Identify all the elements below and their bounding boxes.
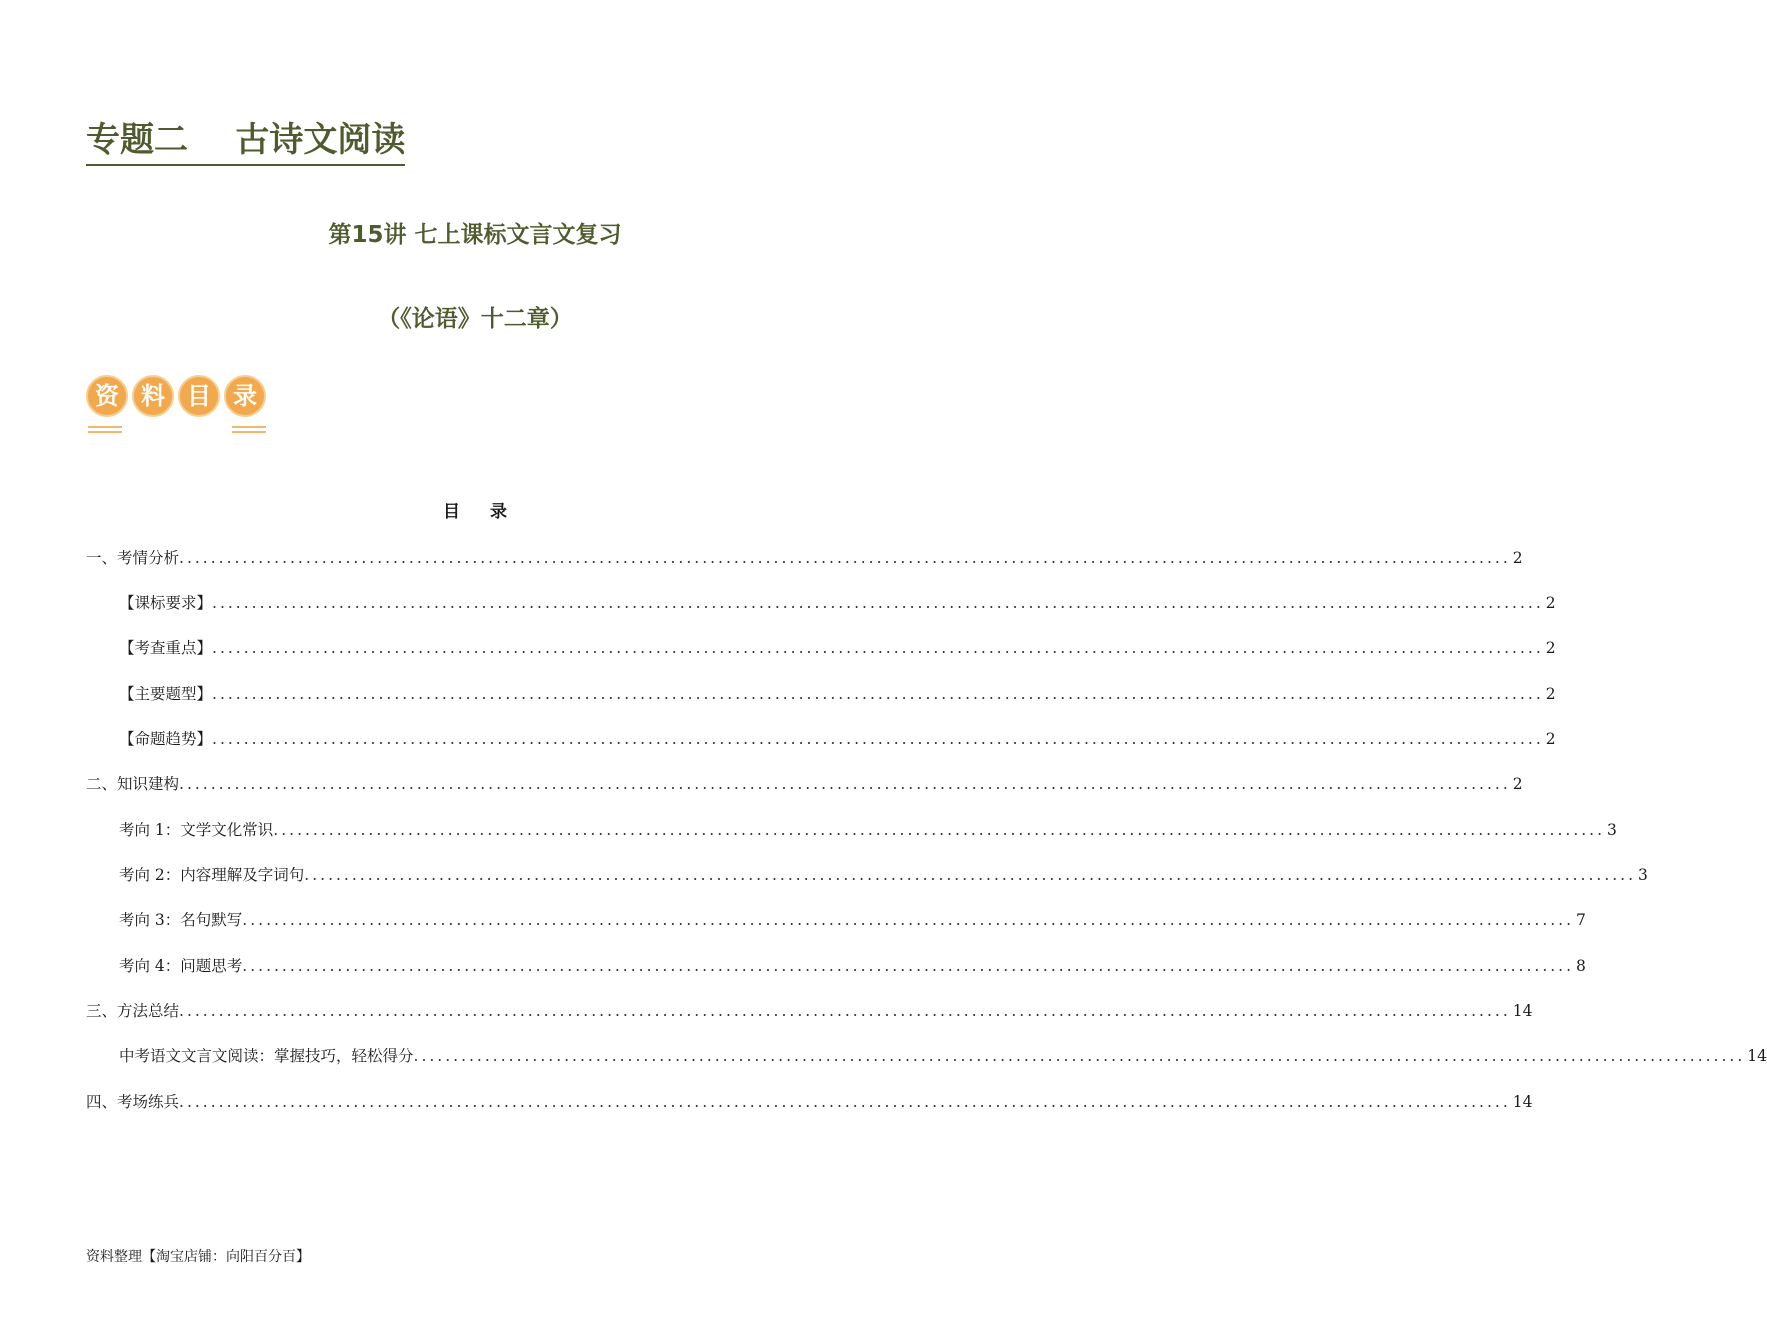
- toc-leader-dots: ........................................................................................................................................................................: [179, 1002, 1511, 1020]
- toc-entry-practice[interactable]: [86, 1090, 1533, 1114]
- toc-entry-page: 2: [1545, 685, 1556, 703]
- toc-entry-label: 考向 3：名句默写: [119, 911, 243, 929]
- toc-entry-topic-4[interactable]: [119, 954, 1586, 978]
- toc-entry-page: 14: [1512, 1093, 1533, 1111]
- toc-entry-page: 7: [1576, 911, 1586, 929]
- footer-source-note: 资料整理【淘宝店铺：向阳百分百】: [86, 1249, 310, 1265]
- toc-entry-page: 2: [1545, 594, 1556, 612]
- toc-entry-label: 考向 4：问题思考: [119, 957, 243, 975]
- toc-entry-key-points[interactable]: [119, 636, 1556, 660]
- toc-entry-exam-analysis[interactable]: [86, 546, 1523, 570]
- toc-entry-knowledge[interactable]: [86, 772, 1523, 796]
- toc-entry-label: 【课标要求】: [119, 594, 213, 612]
- topic-title: 专题二 古诗文阅读: [86, 118, 405, 166]
- toc-entry-page: 2: [1512, 775, 1523, 793]
- toc-leader-dots: ........................................................................................................................................................................: [179, 549, 1511, 567]
- toc-entry-page: 3: [1638, 866, 1648, 884]
- toc-leader-dots: ........................................................................................................................................................................: [212, 594, 1544, 612]
- toc-entry-reading-tips[interactable]: [119, 1044, 1767, 1068]
- toc-leader-dots: ........................................................................................................................................................................: [212, 730, 1544, 748]
- toc-entry-page: 3: [1607, 821, 1617, 839]
- toc-entry-topic-3[interactable]: [119, 908, 1586, 932]
- toc-entry-page: 14: [1512, 1002, 1533, 1020]
- badge-decor-line: [232, 426, 266, 428]
- toc-leader-dots: ........................................................................................................................................................................: [242, 957, 1575, 975]
- toc-entry-label: 【命题趋势】: [119, 730, 213, 748]
- toc-entry-label: 三、方法总结: [86, 1002, 180, 1020]
- lecture-title: 第15讲 七上课标文言文复习: [328, 222, 622, 248]
- lecture-subtitle: （《论语》十二章）: [377, 306, 573, 332]
- badge-char: 目: [178, 375, 220, 417]
- badge-decor-line: [232, 431, 266, 433]
- badge-decor-line: [88, 426, 122, 428]
- toc-entry-topic-1[interactable]: [119, 818, 1617, 842]
- toc-entry-label: 一、考情分析: [86, 549, 180, 567]
- badge-char: 资: [86, 375, 128, 417]
- badge-decor-line: [88, 431, 122, 433]
- resource-catalog-badge: [86, 373, 276, 437]
- toc-heading: 目录: [443, 502, 537, 522]
- toc-leader-dots: ........................................................................................................................................................................: [179, 1093, 1511, 1111]
- toc-entry-page: 2: [1545, 730, 1556, 748]
- toc-entry-label: 中考语文文言文阅读：掌握技巧，轻松得分: [119, 1047, 414, 1065]
- toc-entry-label: 四、考场练兵: [86, 1093, 180, 1111]
- toc-entry-label: 考向 2：内容理解及字词句: [119, 866, 305, 884]
- toc-leader-dots: ........................................................................................................................................................................: [304, 866, 1637, 884]
- toc-leader-dots: ........................................................................................................................................................................: [273, 821, 1606, 839]
- toc-leader-dots: ........................................................................................................................................................................: [179, 775, 1511, 793]
- toc-entry-page: 2: [1512, 549, 1523, 567]
- toc-entry-label: 【主要题型】: [119, 685, 213, 703]
- toc-leader-dots: ........................................................................................................................................................................: [212, 639, 1544, 657]
- toc-entry-question-types[interactable]: [119, 682, 1556, 706]
- toc-entry-label: 【考查重点】: [119, 639, 213, 657]
- toc-leader-dots: ........................................................................................................................................................................: [242, 911, 1575, 929]
- toc-entry-trends[interactable]: [119, 727, 1556, 751]
- toc-entry-label: 考向 1：文学文化常识: [119, 821, 274, 839]
- badge-char: 录: [224, 375, 266, 417]
- toc-entry-page: 8: [1576, 957, 1586, 975]
- toc-entry-topic-2[interactable]: [119, 863, 1648, 887]
- toc-entry-page: 2: [1545, 639, 1556, 657]
- toc-entry-page: 14: [1747, 1047, 1767, 1065]
- toc-entry-curriculum[interactable]: [119, 591, 1556, 615]
- toc-entry-label: 二、知识建构: [86, 775, 180, 793]
- badge-char: 料: [132, 375, 174, 417]
- toc-entry-methods[interactable]: [86, 999, 1533, 1023]
- toc-leader-dots: ........................................................................................................................................................................: [413, 1047, 1746, 1065]
- toc-leader-dots: ........................................................................................................................................................................: [212, 685, 1544, 703]
